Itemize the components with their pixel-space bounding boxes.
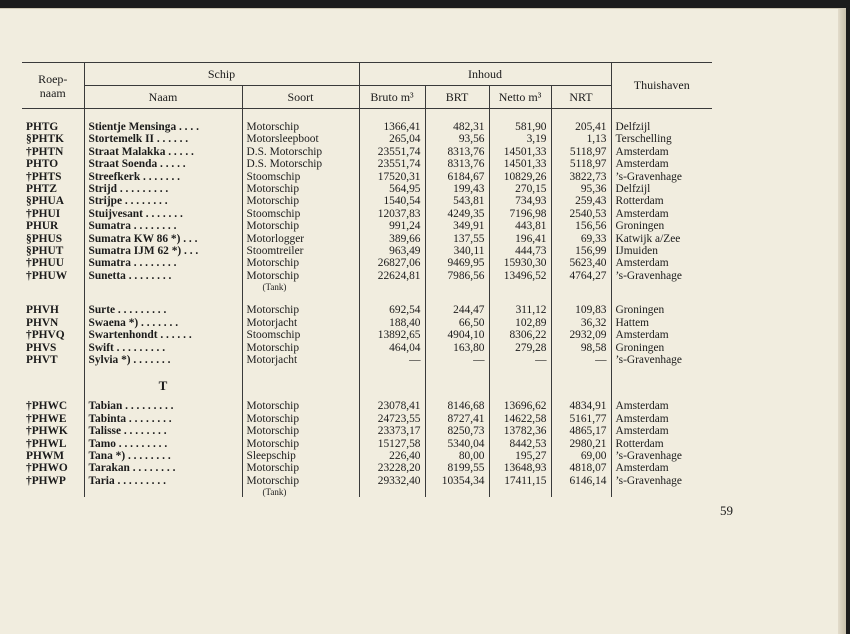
netto-m3: 311,12 xyxy=(489,304,551,316)
ship-type: Motorlogger xyxy=(242,233,359,245)
ship-name: Tabian . . . . . . . . . xyxy=(84,400,242,412)
nrt: 5118,97 xyxy=(551,146,611,158)
call-sign: PHVS xyxy=(26,341,57,354)
call-sign: †PHWL xyxy=(26,437,67,450)
section-letter-row xyxy=(22,366,712,400)
netto-m3: 3,19 xyxy=(489,133,551,145)
nrt: 2540,53 xyxy=(551,208,611,220)
table-row xyxy=(22,233,712,245)
ship-name: Sylvia *) . . . . . . . xyxy=(84,354,242,366)
home-port: Groningen xyxy=(611,220,712,232)
nrt: 5161,77 xyxy=(551,413,611,425)
call-sign: PHVN xyxy=(26,316,59,329)
call-sign: †PHUW xyxy=(26,269,68,282)
brt: 8199,55 xyxy=(425,462,489,474)
bruto-m3: 24723,55 xyxy=(359,413,425,425)
ship-type: Motorschip (Tank) xyxy=(242,270,359,292)
call-sign: §PHUS xyxy=(26,232,63,245)
ship-type: Motorschip xyxy=(242,413,359,425)
bruto-m3: — xyxy=(359,354,425,366)
call-sign: PHUR xyxy=(26,220,59,233)
table-row xyxy=(22,146,712,158)
header-roepnaam: Roep- naam xyxy=(22,63,84,109)
bruto-m3: 23228,20 xyxy=(359,462,425,474)
netto-m3: 13782,36 xyxy=(489,425,551,437)
table-row xyxy=(22,475,712,497)
table-row xyxy=(22,450,712,462)
netto-m3: 14501,33 xyxy=(489,158,551,170)
register-body xyxy=(22,109,712,498)
ship-type: Motorschip xyxy=(242,462,359,474)
brt: 199,43 xyxy=(425,183,489,195)
home-port: Amsterdam xyxy=(611,425,712,437)
table-row xyxy=(22,257,712,269)
call-sign: §PHTK xyxy=(26,133,64,146)
brt: 482,31 xyxy=(425,121,489,133)
bruto-m3: 15127,58 xyxy=(359,438,425,450)
brt: 4904,10 xyxy=(425,329,489,341)
netto-m3: 8306,22 xyxy=(489,329,551,341)
ship-type: Sleepschip xyxy=(242,450,359,462)
nrt: 156,99 xyxy=(551,245,611,257)
ship-type: Motorjacht xyxy=(242,317,359,329)
home-port: ’s-Gravenhage xyxy=(611,354,712,366)
ship-name: Sunetta . . . . . . . . xyxy=(84,270,242,292)
table-row xyxy=(22,245,712,257)
header-schip: Schip xyxy=(84,63,359,86)
ship-type: Motorschip xyxy=(242,400,359,412)
brt: 163,80 xyxy=(425,342,489,354)
bruto-m3: 692,54 xyxy=(359,304,425,316)
call-sign: †PHWE xyxy=(26,412,67,425)
nrt: 4818,07 xyxy=(551,462,611,474)
call-sign: †PHTS xyxy=(26,170,62,183)
call-sign: †PHWK xyxy=(26,425,68,438)
home-port: ’s-Gravenhage xyxy=(611,475,712,497)
home-port: Terschelling xyxy=(611,133,712,145)
ship-name: Swift . . . . . . . . . xyxy=(84,342,242,354)
table-row xyxy=(22,400,712,412)
ship-name: Swartenhondt . . . . . . xyxy=(84,329,242,341)
ship-type: Motorschip xyxy=(242,121,359,133)
bruto-m3: 22624,81 xyxy=(359,270,425,292)
bruto-m3: 226,40 xyxy=(359,450,425,462)
call-sign: PHTO xyxy=(26,158,59,171)
call-sign: †PHVQ xyxy=(26,329,65,342)
home-port: Amsterdam xyxy=(611,146,712,158)
call-sign: †PHUU xyxy=(26,257,64,270)
brt: 6184,67 xyxy=(425,171,489,183)
bruto-m3: 23551,74 xyxy=(359,158,425,170)
nrt: 2932,09 xyxy=(551,329,611,341)
call-sign: PHVH xyxy=(26,304,59,317)
netto-m3: 196,41 xyxy=(489,233,551,245)
ship-type: Motorsleepboot xyxy=(242,133,359,145)
netto-m3: 15930,30 xyxy=(489,257,551,269)
home-port: Groningen xyxy=(611,342,712,354)
brt: — xyxy=(425,354,489,366)
bruto-m3: 26827,06 xyxy=(359,257,425,269)
nrt: 259,43 xyxy=(551,195,611,207)
brt: 5340,04 xyxy=(425,438,489,450)
ship-name: Stientje Mensinga . . . . xyxy=(84,121,242,133)
home-port: Amsterdam xyxy=(611,329,712,341)
bruto-m3: 991,24 xyxy=(359,220,425,232)
home-port: Hattem xyxy=(611,317,712,329)
ship-name: Talisse . . . . . . . . xyxy=(84,425,242,437)
bruto-m3: 23373,17 xyxy=(359,425,425,437)
ship-type: Stoomschip xyxy=(242,208,359,220)
bruto-m3: 29332,40 xyxy=(359,475,425,497)
ship-type-note: (Tank) xyxy=(262,487,287,498)
netto-m3: 444,73 xyxy=(489,245,551,257)
brt: 80,00 xyxy=(425,450,489,462)
table-row xyxy=(22,220,712,232)
brt: 66,50 xyxy=(425,317,489,329)
netto-m3: 8442,53 xyxy=(489,438,551,450)
ship-name: Straat Soenda . . . . . xyxy=(84,158,242,170)
ship-type: Motorschip xyxy=(242,220,359,232)
call-sign: PHTG xyxy=(26,121,59,133)
home-port: Amsterdam xyxy=(611,400,712,412)
ship-type: Stoomtreiler xyxy=(242,245,359,257)
ship-type: Stoomschip xyxy=(242,329,359,341)
nrt: 69,33 xyxy=(551,233,611,245)
header-naam: Naam xyxy=(84,86,242,109)
brt: 4249,35 xyxy=(425,208,489,220)
netto-m3: 7196,98 xyxy=(489,208,551,220)
bruto-m3: 265,04 xyxy=(359,133,425,145)
home-port: Amsterdam xyxy=(611,413,712,425)
table-row xyxy=(22,133,712,145)
call-sign: §PHUA xyxy=(26,195,64,208)
ship-type: Motorschip xyxy=(242,183,359,195)
nrt: 156,56 xyxy=(551,220,611,232)
table-row xyxy=(22,438,712,450)
netto-m3: 17411,15 xyxy=(489,475,551,497)
table-row xyxy=(22,171,712,183)
brt: 10354,34 xyxy=(425,475,489,497)
ship-name: Streefkerk . . . . . . . xyxy=(84,171,242,183)
ship-type: Stoomschip xyxy=(242,171,359,183)
netto-m3: 443,81 xyxy=(489,220,551,232)
header-nrt: NRT xyxy=(551,86,611,109)
table-row xyxy=(22,208,712,220)
header-brt: BRT xyxy=(425,86,489,109)
netto-m3: 195,27 xyxy=(489,450,551,462)
header-inhoud: Inhoud xyxy=(359,63,611,86)
nrt: 3822,73 xyxy=(551,171,611,183)
ship-name: Stortemelk II . . . . . . xyxy=(84,133,242,145)
table-row xyxy=(22,354,712,366)
nrt: 95,36 xyxy=(551,183,611,195)
bruto-m3: 564,95 xyxy=(359,183,425,195)
nrt: 2980,21 xyxy=(551,438,611,450)
ship-name: Sumatra . . . . . . . . xyxy=(84,220,242,232)
brt: 8146,68 xyxy=(425,400,489,412)
ship-type: Motorschip xyxy=(242,257,359,269)
table-row xyxy=(22,317,712,329)
call-sign: †PHTN xyxy=(26,145,64,158)
brt: 9469,95 xyxy=(425,257,489,269)
ship-name: Tamo . . . . . . . . . xyxy=(84,438,242,450)
brt: 244,47 xyxy=(425,304,489,316)
home-port: ’s-Gravenhage xyxy=(611,450,712,462)
ship-type-note: (Tank) xyxy=(262,282,287,293)
table-row xyxy=(22,195,712,207)
ship-name: Tana *) . . . . . . . . xyxy=(84,450,242,462)
ship-type: Motorschip (Tank) xyxy=(242,475,359,497)
netto-m3: 102,89 xyxy=(489,317,551,329)
header-netto: Netto m³ xyxy=(489,86,551,109)
call-sign: †PHWC xyxy=(26,400,68,413)
home-port: Rotterdam xyxy=(611,438,712,450)
bruto-m3: 1366,41 xyxy=(359,121,425,133)
home-port: Groningen xyxy=(611,304,712,316)
netto-m3: 14501,33 xyxy=(489,146,551,158)
table-row xyxy=(22,425,712,437)
bruto-m3: 12037,83 xyxy=(359,208,425,220)
bruto-m3: 1540,54 xyxy=(359,195,425,207)
netto-m3: 13696,62 xyxy=(489,400,551,412)
ship-register-table xyxy=(22,62,712,497)
nrt: 5623,40 xyxy=(551,257,611,269)
register-page xyxy=(0,8,846,634)
call-sign: †PHWO xyxy=(26,462,68,475)
bruto-m3: 389,66 xyxy=(359,233,425,245)
section-letter: T xyxy=(158,378,168,394)
nrt: 109,83 xyxy=(551,304,611,316)
bruto-m3: 13892,65 xyxy=(359,329,425,341)
ship-type: Motorschip xyxy=(242,438,359,450)
netto-m3: 734,93 xyxy=(489,195,551,207)
page-number: 59 xyxy=(720,503,733,518)
call-sign: PHTZ xyxy=(26,183,58,196)
bruto-m3: 963,49 xyxy=(359,245,425,257)
nrt: 5118,97 xyxy=(551,158,611,170)
ship-name: Straat Malakka . . . . . xyxy=(84,146,242,158)
nrt: — xyxy=(551,354,611,366)
header-soort: Soort xyxy=(242,86,359,109)
bruto-m3: 23078,41 xyxy=(359,400,425,412)
ship-type: D.S. Motorschip xyxy=(242,158,359,170)
table-row xyxy=(22,342,712,354)
netto-m3: 13496,52 xyxy=(489,270,551,292)
brt: 8250,73 xyxy=(425,425,489,437)
table-row xyxy=(22,304,712,316)
table-row xyxy=(22,462,712,474)
nrt: 69,00 xyxy=(551,450,611,462)
nrt: 98,58 xyxy=(551,342,611,354)
call-sign: †PHWP xyxy=(26,474,66,487)
bruto-m3: 188,40 xyxy=(359,317,425,329)
home-port: IJmuiden xyxy=(611,245,712,257)
table-row xyxy=(22,183,712,195)
nrt: 4764,27 xyxy=(551,270,611,292)
netto-m3: 279,28 xyxy=(489,342,551,354)
brt: 137,55 xyxy=(425,233,489,245)
netto-m3: — xyxy=(489,354,551,366)
call-sign: PHVT xyxy=(26,353,58,366)
ship-type: Motorschip xyxy=(242,425,359,437)
bruto-m3: 23551,74 xyxy=(359,146,425,158)
netto-m3: 10829,26 xyxy=(489,171,551,183)
home-port: ’s-Gravenhage xyxy=(611,171,712,183)
home-port: Katwijk a/Zee xyxy=(611,233,712,245)
nrt: 6146,14 xyxy=(551,475,611,497)
table-row xyxy=(22,121,712,133)
header-thuishaven: Thuishaven xyxy=(611,63,712,109)
home-port: Delfzijl xyxy=(611,183,712,195)
netto-m3: 270,15 xyxy=(489,183,551,195)
table-row xyxy=(22,413,712,425)
brt: 8727,41 xyxy=(425,413,489,425)
ship-name: Tabinta . . . . . . . . xyxy=(84,413,242,425)
nrt: 1,13 xyxy=(551,133,611,145)
home-port: Amsterdam xyxy=(611,462,712,474)
brt: 93,56 xyxy=(425,133,489,145)
ship-type: Motorschip xyxy=(242,342,359,354)
table-row xyxy=(22,329,712,341)
netto-m3: 581,90 xyxy=(489,121,551,133)
bruto-m3: 464,04 xyxy=(359,342,425,354)
header-bruto: Bruto m³ xyxy=(359,86,425,109)
ship-name: Tarakan . . . . . . . . xyxy=(84,462,242,474)
ship-name: Strijpe . . . . . . . . xyxy=(84,195,242,207)
ship-type: Motorjacht xyxy=(242,354,359,366)
home-port: Amsterdam xyxy=(611,158,712,170)
nrt: 4865,17 xyxy=(551,425,611,437)
table-row xyxy=(22,270,712,292)
nrt: 4834,91 xyxy=(551,400,611,412)
brt: 349,91 xyxy=(425,220,489,232)
call-sign: †PHUI xyxy=(26,207,61,220)
nrt: 205,41 xyxy=(551,121,611,133)
ship-type: Motorschip xyxy=(242,195,359,207)
table-row xyxy=(22,158,712,170)
call-sign: PHWM xyxy=(26,449,64,462)
spacer-row xyxy=(22,109,712,122)
brt: 8313,76 xyxy=(425,146,489,158)
ship-name: Sumatra KW 86 *) . . . xyxy=(84,233,242,245)
ship-name: Taria . . . . . . . . . xyxy=(84,475,242,497)
netto-m3: 13648,93 xyxy=(489,462,551,474)
home-port: Amsterdam xyxy=(611,208,712,220)
home-port: Delfzijl xyxy=(611,121,712,133)
brt: 543,81 xyxy=(425,195,489,207)
ship-type: D.S. Motorschip xyxy=(242,146,359,158)
ship-name: Sumatra . . . . . . . . xyxy=(84,257,242,269)
home-port: Amsterdam xyxy=(611,257,712,269)
ship-name: Sumatra IJM 62 *) . . . xyxy=(84,245,242,257)
spacer-row xyxy=(22,292,712,304)
brt: 7986,56 xyxy=(425,270,489,292)
ship-name: Strijd . . . . . . . . . xyxy=(84,183,242,195)
netto-m3: 14622,58 xyxy=(489,413,551,425)
ship-type: Motorschip xyxy=(242,304,359,316)
home-port: Rotterdam xyxy=(611,195,712,207)
ship-name: Surte . . . . . . . . . xyxy=(84,304,242,316)
brt: 8313,76 xyxy=(425,158,489,170)
home-port: ’s-Gravenhage xyxy=(611,270,712,292)
nrt: 36,32 xyxy=(551,317,611,329)
bruto-m3: 17520,31 xyxy=(359,171,425,183)
call-sign: §PHUT xyxy=(26,245,64,258)
ship-name: Stuijvesant . . . . . . . xyxy=(84,208,242,220)
brt: 340,11 xyxy=(425,245,489,257)
ship-name: Swaena *) . . . . . . . xyxy=(84,317,242,329)
